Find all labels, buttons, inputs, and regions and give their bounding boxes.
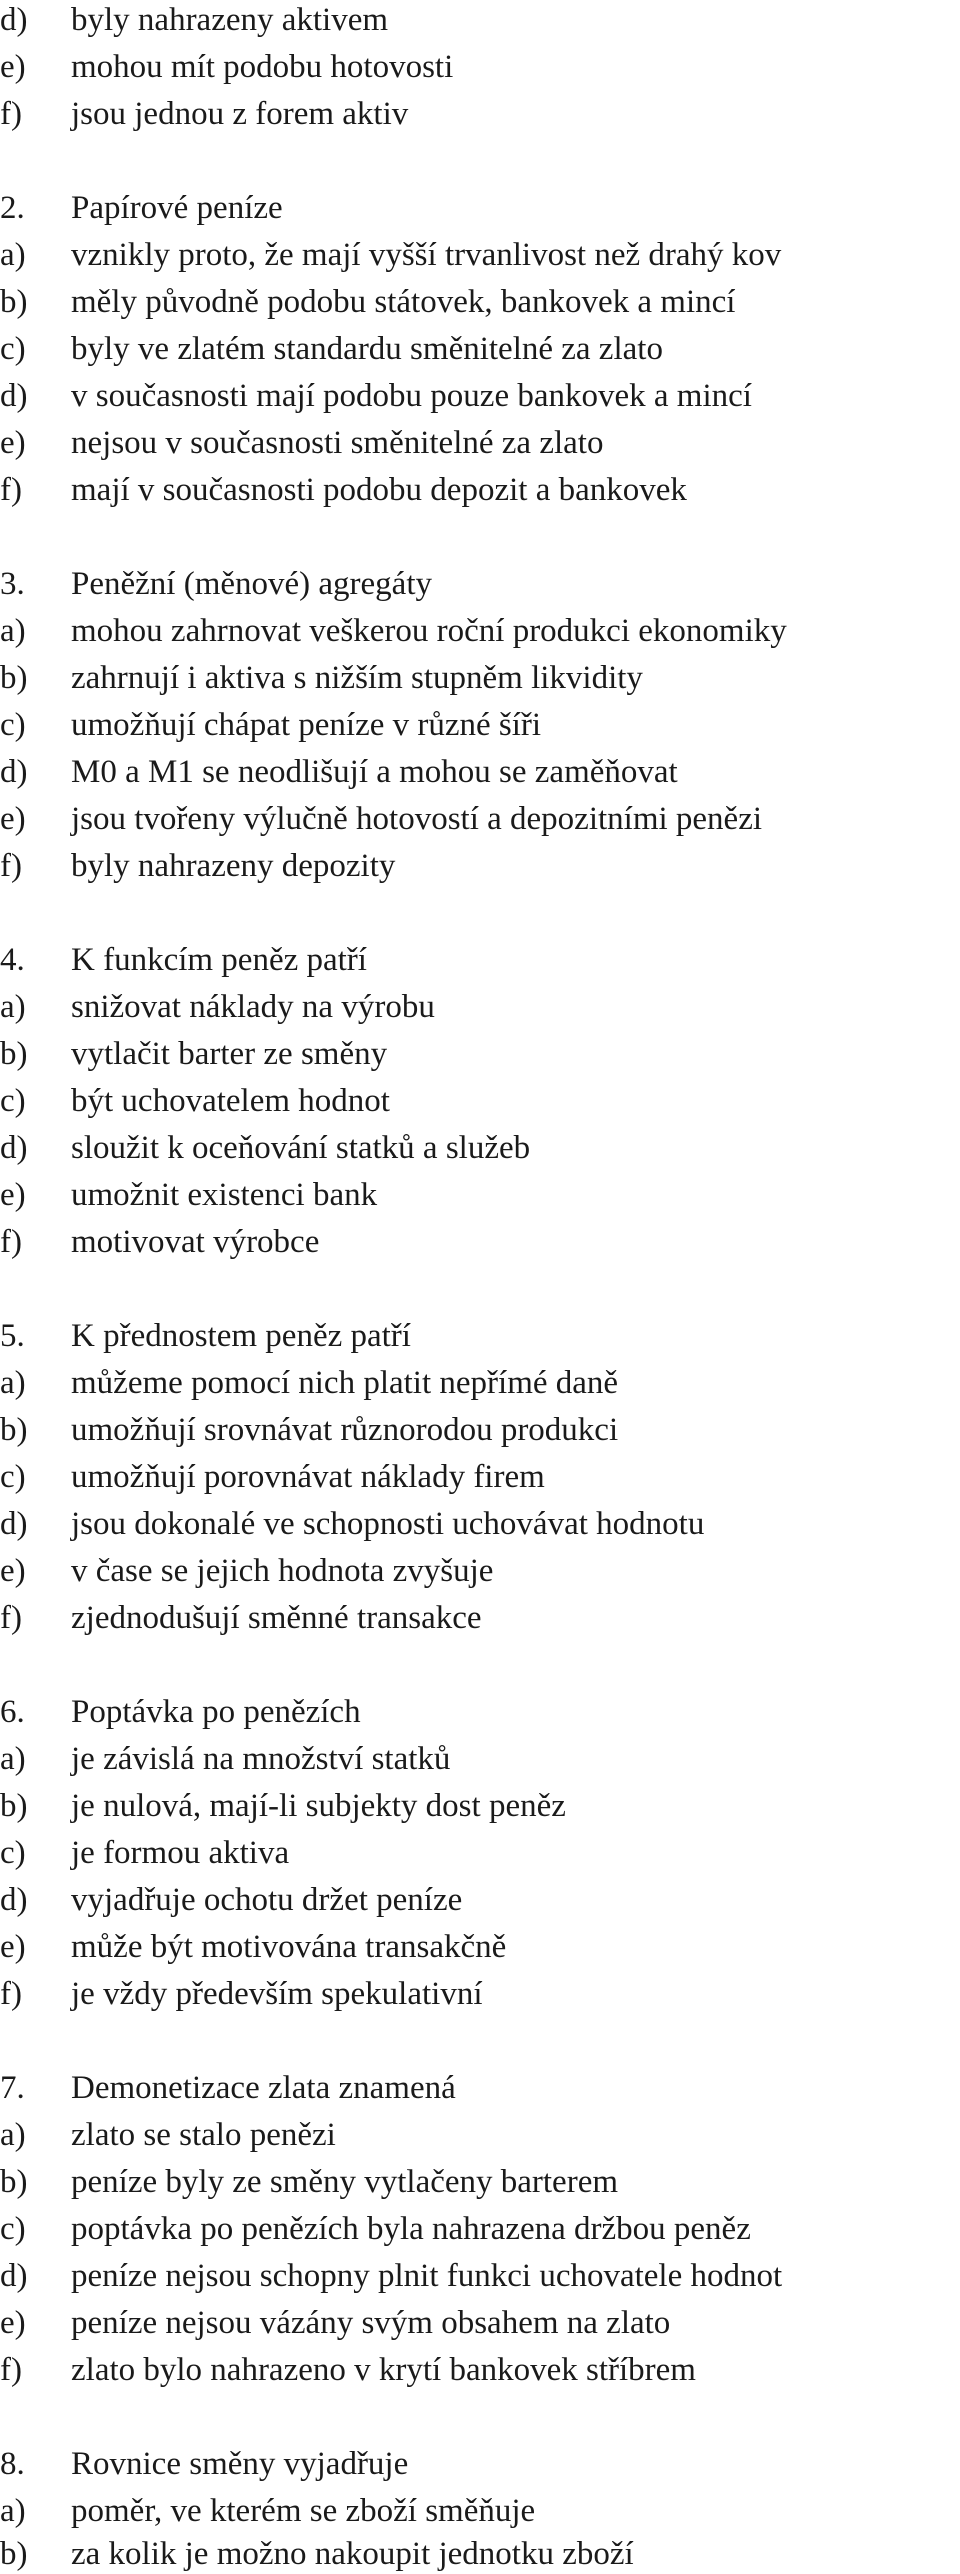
option-marker: e)	[0, 49, 26, 85]
question-number: 6.	[0, 1694, 25, 1730]
option-marker: c)	[0, 1459, 26, 1495]
question-prompt: K přednostem peněz patří	[71, 1318, 411, 1354]
option-marker: d)	[0, 2, 28, 38]
option-marker: c)	[0, 2211, 26, 2247]
option-text: jsou tvořeny výlučně hotovostí a depozitními penězi	[71, 801, 763, 837]
question-prompt: K funkcím peněz patří	[71, 942, 367, 978]
option-marker: e)	[0, 1177, 26, 1213]
option-marker: a)	[0, 613, 26, 649]
option-text: je nulová, mají-li subjekty dost peněz	[71, 1788, 566, 1824]
option-text: peníze byly ze směny vytlačeny barterem	[71, 2164, 619, 2200]
option-marker: a)	[0, 989, 26, 1025]
option-text: zlato bylo nahrazeno v krytí bankovek stříbrem	[71, 2352, 696, 2388]
question-number: 8.	[0, 2446, 25, 2482]
option-marker: c)	[0, 1835, 26, 1871]
option-marker: e)	[0, 801, 26, 837]
option-text: vytlačit barter ze směny	[71, 1036, 388, 1072]
option-text: můžeme pomocí nich platit nepřímé daně	[71, 1365, 619, 1401]
option-marker: b)	[0, 1412, 28, 1448]
option-marker: c)	[0, 331, 26, 367]
option-text: může být motivována transakčně	[71, 1929, 507, 1965]
question-prompt: Papírové peníze	[71, 190, 283, 226]
option-text: mohou zahrnovat veškerou roční produkci ekonomiky	[71, 613, 787, 649]
option-marker: a)	[0, 1365, 26, 1401]
option-text: za kolik je možno nakoupit jednotku zboží	[71, 2536, 634, 2572]
option-text: je závislá na množství statků	[71, 1741, 451, 1777]
option-text: vyjadřuje ochotu držet peníze	[71, 1882, 463, 1918]
option-marker: b)	[0, 1788, 28, 1824]
option-text: jsou dokonalé ve schopnosti uchovávat hodnotu	[71, 1506, 705, 1542]
option-text: nejsou v současnosti směnitelné za zlato	[71, 425, 604, 461]
option-marker: d)	[0, 754, 28, 790]
option-marker: f)	[0, 1976, 22, 2012]
option-text: byly nahrazeny depozity	[71, 848, 396, 884]
option-marker: a)	[0, 237, 26, 273]
option-text: zahrnují i aktiva s nižším stupněm likvidity	[71, 660, 643, 696]
option-marker: d)	[0, 1506, 28, 1542]
question-prompt: Rovnice směny vyjadřuje	[71, 2446, 409, 2482]
question-number: 3.	[0, 566, 25, 602]
option-text: je formou aktiva	[71, 1835, 290, 1871]
question-prompt: Poptávka po penězích	[71, 1694, 361, 1730]
option-marker: b)	[0, 284, 28, 320]
option-marker: e)	[0, 1553, 26, 1589]
question-number: 4.	[0, 942, 25, 978]
option-marker: c)	[0, 1083, 26, 1119]
option-marker: f)	[0, 472, 22, 508]
option-text: v čase se jejich hodnota zvyšuje	[71, 1553, 494, 1589]
option-marker: b)	[0, 2536, 28, 2572]
option-text: měly původně podobu státovek, bankovek a mincí	[71, 284, 736, 320]
option-marker: f)	[0, 848, 22, 884]
option-text: umožňují porovnávat náklady firem	[71, 1459, 545, 1495]
option-marker: f)	[0, 96, 22, 132]
question-prompt: Demonetizace zlata znamená	[71, 2070, 456, 2106]
option-text: je vždy především spekulativní	[71, 1976, 483, 2012]
option-marker: a)	[0, 2493, 26, 2529]
option-text: umožňují srovnávat různorodou produkci	[71, 1412, 619, 1448]
option-marker: d)	[0, 1882, 28, 1918]
option-marker: f)	[0, 2352, 22, 2388]
option-marker: a)	[0, 1741, 26, 1777]
option-text: být uchovatelem hodnot	[71, 1083, 390, 1119]
option-text: zlato se stalo penězi	[71, 2117, 336, 2153]
option-text: mohou mít podobu hotovosti	[71, 49, 454, 85]
option-text: jsou jednou z forem aktiv	[71, 96, 409, 132]
option-marker: f)	[0, 1224, 22, 1260]
option-text: peníze nejsou schopny plnit funkci uchovatele hodnot	[71, 2258, 783, 2294]
option-marker: d)	[0, 2258, 28, 2294]
option-text: umožňují chápat peníze v různé šíři	[71, 707, 542, 743]
option-marker: b)	[0, 2164, 28, 2200]
option-marker: c)	[0, 707, 26, 743]
option-marker: e)	[0, 2305, 26, 2341]
option-text: sloužit k oceňování statků a služeb	[71, 1130, 531, 1166]
option-text: byly nahrazeny aktivem	[71, 2, 389, 38]
option-text: umožnit existenci bank	[71, 1177, 378, 1213]
question-number: 7.	[0, 2070, 25, 2106]
option-text: poměr, ve kterém se zboží směňuje	[71, 2493, 536, 2529]
option-marker: d)	[0, 1130, 28, 1166]
option-marker: e)	[0, 425, 26, 461]
option-marker: b)	[0, 660, 28, 696]
option-text: zjednodušují směnné transakce	[71, 1600, 482, 1636]
option-text: M0 a M1 se neodlišují a mohou se zaměňovat	[71, 754, 678, 790]
option-marker: e)	[0, 1929, 26, 1965]
option-text: snižovat náklady na výrobu	[71, 989, 435, 1025]
option-text: vznikly proto, že mají vyšší trvanlivost než drahý kov	[71, 237, 782, 273]
option-text: byly ve zlatém standardu směnitelné za zlato	[71, 331, 663, 367]
option-text: poptávka po penězích byla nahrazena držbou peněz	[71, 2211, 751, 2247]
option-marker: d)	[0, 378, 28, 414]
option-text: mají v současnosti podobu depozit a bankovek	[71, 472, 687, 508]
question-prompt: Peněžní (měnové) agregáty	[71, 566, 433, 602]
option-marker: b)	[0, 1036, 28, 1072]
option-text: motivovat výrobce	[71, 1224, 320, 1260]
question-number: 2.	[0, 190, 25, 226]
option-marker: a)	[0, 2117, 26, 2153]
option-text: peníze nejsou vázány svým obsahem na zlato	[71, 2305, 671, 2341]
option-text: v současnosti mají podobu pouze bankovek a mincí	[71, 378, 752, 414]
option-marker: f)	[0, 1600, 22, 1636]
question-number: 5.	[0, 1318, 25, 1354]
